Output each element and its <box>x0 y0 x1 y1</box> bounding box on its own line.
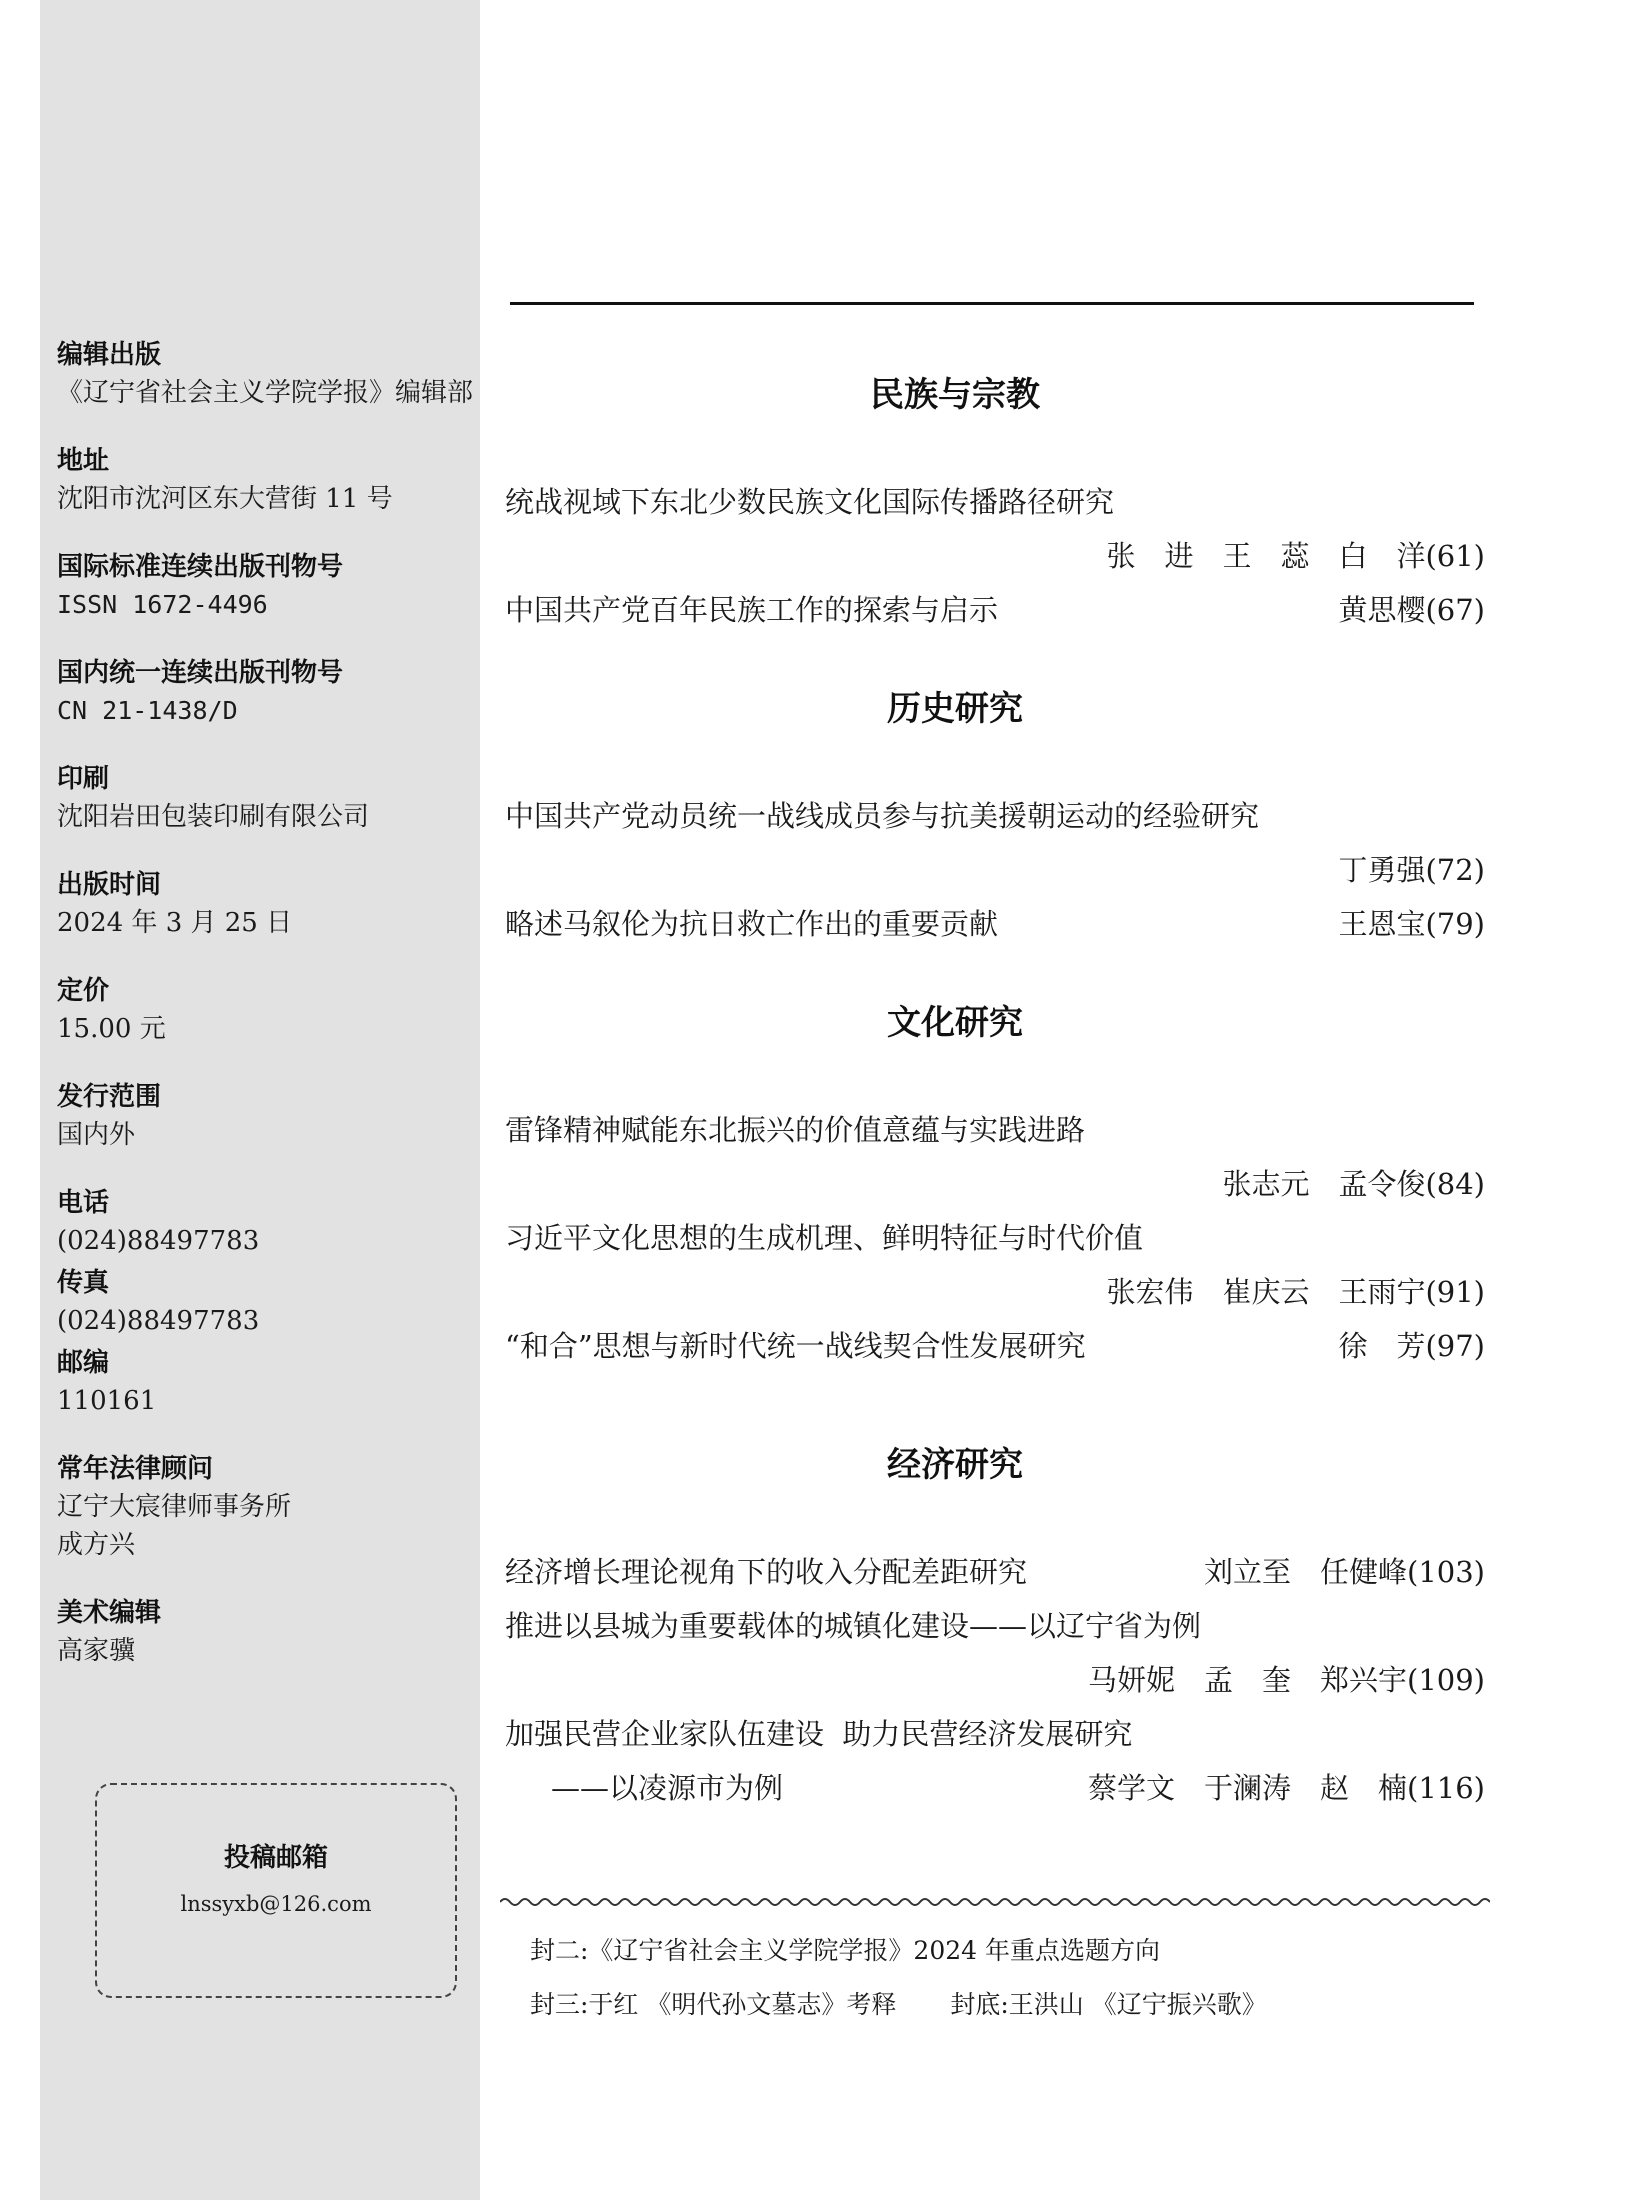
header-rule <box>510 302 1474 305</box>
cover-note-back <box>530 1984 1490 2026</box>
toc-entry-authors: 蔡学文 于澜涛 赵 楠(116) <box>1088 1771 1485 1805</box>
meta-label: 邮编 <box>57 1348 110 1378</box>
meta-legal-counsel <box>57 1450 467 1564</box>
meta-label: 出版时间 <box>57 870 162 900</box>
cover-notes <box>530 1930 1490 2038</box>
toc-entry-title[interactable]: 经济增长理论视角下的收入分配差距研究 <box>505 1555 1028 1589</box>
toc-entry-row <box>505 850 1485 904</box>
cover-note-inside-back: 封三:于红 《明代孙文墓志》考释 <box>530 1990 897 2019</box>
section-title: 历史研究 <box>887 689 1023 729</box>
toc-entry-authors: 刘立至 任健峰(103) <box>1204 1555 1485 1589</box>
meta-value: CN 21-1438/D <box>57 696 238 725</box>
cover-note-inside-front: 封二:《辽宁省社会主义学院学报》2024 年重点选题方向 <box>530 1936 1160 1965</box>
meta-phone <box>57 1184 467 1260</box>
wavy-divider <box>500 1895 1490 1909</box>
meta-value: (024)88497783 <box>57 1226 260 1256</box>
toc-entry-row <box>505 536 1485 590</box>
toc-entry-row <box>505 1164 1485 1218</box>
meta-issn <box>57 548 467 624</box>
meta-value: 15.00 元 <box>57 1014 166 1044</box>
page-number: (79) <box>1425 907 1485 941</box>
page-number: (91) <box>1425 1275 1485 1309</box>
meta-publisher <box>57 336 474 412</box>
toc-entry-authors: 张宏伟 崔庆云 王雨宁(91) <box>1106 1275 1485 1309</box>
meta-postcode <box>57 1344 467 1420</box>
page-number: (116) <box>1407 1771 1485 1805</box>
page-number: (72) <box>1425 853 1485 887</box>
meta-price <box>57 972 467 1048</box>
meta-label: 发行范围 <box>57 1082 162 1112</box>
meta-value: 高家骥 <box>57 1636 136 1666</box>
meta-value: 成方兴 <box>57 1530 136 1560</box>
page-number: (61) <box>1425 539 1485 573</box>
toc-entry-authors: 王恩宝(79) <box>1338 907 1485 941</box>
meta-value: 辽宁大宸律师事务所 <box>57 1492 292 1522</box>
toc-entry-row <box>505 1660 1485 1714</box>
page-number: (97) <box>1425 1329 1485 1363</box>
meta-art-editor <box>57 1594 467 1670</box>
page-number: (103) <box>1407 1555 1485 1589</box>
meta-label: 常年法律顾问 <box>57 1454 214 1484</box>
toc-entry-title[interactable]: 加强民营企业家队伍建设 助力民营经济发展研究 <box>505 1717 1133 1751</box>
toc-entry-title[interactable]: 推进以县城为重要载体的城镇化建设——以辽宁省为例 <box>505 1609 1202 1643</box>
meta-label: 国际标准连续出版刊物号 <box>57 552 344 582</box>
toc-entry-authors: 张志元 孟令俊(84) <box>1222 1167 1485 1201</box>
toc-entry-row <box>505 1326 1485 1380</box>
meta-value: ISSN 1672-4496 <box>57 590 268 619</box>
page-number: (84) <box>1425 1167 1485 1201</box>
toc-entry-row <box>505 1768 1485 1822</box>
meta-label: 定价 <box>57 976 110 1006</box>
toc-entry-authors: 徐 芳(97) <box>1338 1329 1485 1363</box>
meta-fax <box>57 1264 467 1340</box>
toc-entry-title[interactable]: 统战视域下东北少数民族文化国际传播路径研究 <box>505 485 1115 519</box>
publication-info <box>57 336 474 1700</box>
submission-title: 投稿邮箱 <box>223 1843 328 1873</box>
toc-entry-title[interactable]: 雷锋精神赋能东北振兴的价值意蕴与实践进路 <box>505 1113 1086 1147</box>
toc-entry-authors: 黄思樱(67) <box>1338 593 1485 627</box>
meta-value: 沈阳市沈河区东大营街 11 号 <box>57 484 393 514</box>
toc-entry-row <box>505 904 1485 958</box>
toc-entry-title[interactable]: 习近平文化思想的生成机理、鲜明特征与时代价值 <box>505 1221 1144 1255</box>
meta-label: 印刷 <box>57 764 110 794</box>
meta-distribution <box>57 1078 467 1154</box>
toc-entry-authors: 张 进 王 蕊 白 洋(61) <box>1106 539 1485 573</box>
toc-entry-title[interactable]: 中国共产党动员统一战线成员参与抗美援朝运动的经验研究 <box>505 799 1260 833</box>
meta-label: 编辑出版 <box>57 340 162 370</box>
meta-label: 地址 <box>57 446 110 476</box>
meta-value: 《辽宁省社会主义学院学报》编辑部 <box>57 378 474 408</box>
toc-entry-title[interactable]: 略述马叙伦为抗日救亡作出的重要贡献 <box>505 907 999 941</box>
meta-value: 国内外 <box>57 1120 136 1150</box>
toc-entry-row <box>505 590 1485 644</box>
cover-note-back-cover: 封底:王洪山 《辽宁振兴歌》 <box>950 1990 1267 2019</box>
meta-label: 国内统一连续出版刊物号 <box>57 658 344 688</box>
meta-date <box>57 866 467 942</box>
meta-value: (024)88497783 <box>57 1306 260 1336</box>
submission-box <box>95 1783 457 1998</box>
section-title: 文化研究 <box>887 1003 1023 1043</box>
meta-value: 沈阳岩田包装印刷有限公司 <box>57 802 370 832</box>
toc-entry-authors: 马妍妮 孟 奎 郑兴宇(109) <box>1088 1663 1485 1697</box>
toc-entry-row <box>505 1552 1485 1606</box>
page-number: (109) <box>1407 1663 1485 1697</box>
page-number: (67) <box>1425 593 1485 627</box>
toc-entry-row <box>505 1272 1485 1326</box>
meta-label: 美术编辑 <box>57 1598 162 1628</box>
meta-cn <box>57 654 467 730</box>
toc-entry-title[interactable]: “和合”思想与新时代统一战线契合性发展研究 <box>505 1329 1086 1363</box>
meta-printer <box>57 760 467 836</box>
meta-value: 110161 <box>57 1386 157 1416</box>
meta-address <box>57 442 467 518</box>
meta-label: 电话 <box>57 1188 110 1218</box>
meta-value: 2024 年 3 月 25 日 <box>57 908 293 938</box>
meta-label: 传真 <box>57 1268 110 1298</box>
toc-entry-subtitle: ——以凌源市为例 <box>551 1771 784 1805</box>
section-title: 经济研究 <box>887 1445 1023 1485</box>
table-of-contents <box>505 370 1485 1822</box>
section-title: 民族与宗教 <box>870 375 1040 415</box>
toc-entry-title[interactable]: 中国共产党百年民族工作的探索与启示 <box>505 593 999 627</box>
submission-email[interactable]: lnssyxb@126.com <box>180 1892 372 1916</box>
toc-entry-authors: 丁勇强(72) <box>1338 853 1485 887</box>
